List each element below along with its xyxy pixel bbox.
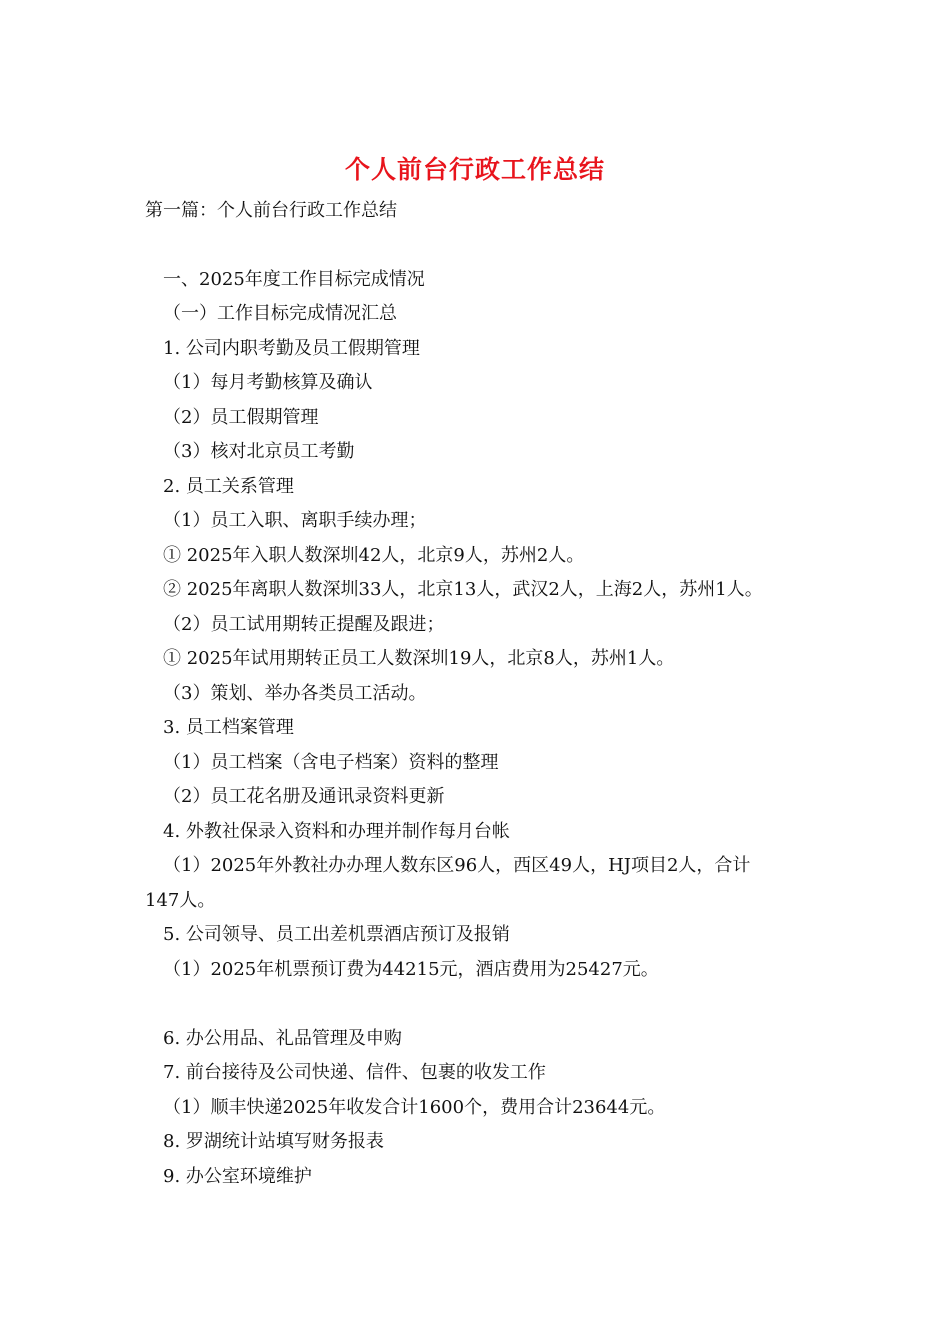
list-item: （2）员工花名册及通讯录资料更新 [163,786,445,807]
document-title: 个人前台行政工作总结 [344,155,605,184]
list-item: （1）员工入职、离职手续办理； [163,510,427,531]
list-item: 5. 公司领导、员工出差机票酒店预订及报销 [163,924,510,945]
list-item: ① 2025年入职人数深圳42人，北京9人，苏州2人。 [163,545,585,566]
list-item: （3）策划、举办各类员工活动。 [163,683,427,704]
list-item: （3）核对北京员工考勤 [163,441,355,462]
list-item: 9. 办公室环境维护 [163,1166,312,1187]
list-item-continuation: 147人。 [145,890,216,911]
list-item: （1）顺丰快递2025年收发合计1600个，费用合计23644元。 [163,1097,666,1118]
list-item: （2）员工试用期转正提醒及跟进； [163,614,445,635]
list-item: 7. 前台接待及公司快递、信件、包裹的收发工作 [163,1062,546,1083]
list-item: （2）员工假期管理 [163,407,319,428]
list-item: 8. 罗湖统计站填写财务报表 [163,1131,384,1152]
list-item: 2. 员工关系管理 [163,476,294,497]
list-item: 6. 办公用品、礼品管理及申购 [163,1028,402,1049]
list-item: （1）2025年外教社办办理人数东区96人，西区49人，HJ项目2人，合计 [163,855,751,876]
list-item: ② 2025年离职人数深圳33人，北京13人，武汉2人，上海2人，苏州1人。 [163,579,763,600]
list-item: （1）2025年机票预订费为44215元，酒店费用为25427元。 [163,959,659,980]
list-item: （1）员工档案（含电子档案）资料的整理 [163,752,499,773]
document-subtitle: 第一篇：个人前台行政工作总结 [145,200,397,221]
section-heading: 一、2025年度工作目标完成情况 [163,269,425,290]
subsection-heading: （一）工作目标完成情况汇总 [163,303,397,324]
list-item: ① 2025年试用期转正员工人数深圳19人，北京8人，苏州1人。 [163,648,675,669]
list-item: 3. 员工档案管理 [163,717,294,738]
list-item: 1. 公司内职考勤及员工假期管理 [163,338,420,359]
list-item: （1）每月考勤核算及确认 [163,372,373,393]
list-item: 4. 外教社保录入资料和办理并制作每月台帐 [163,821,510,842]
